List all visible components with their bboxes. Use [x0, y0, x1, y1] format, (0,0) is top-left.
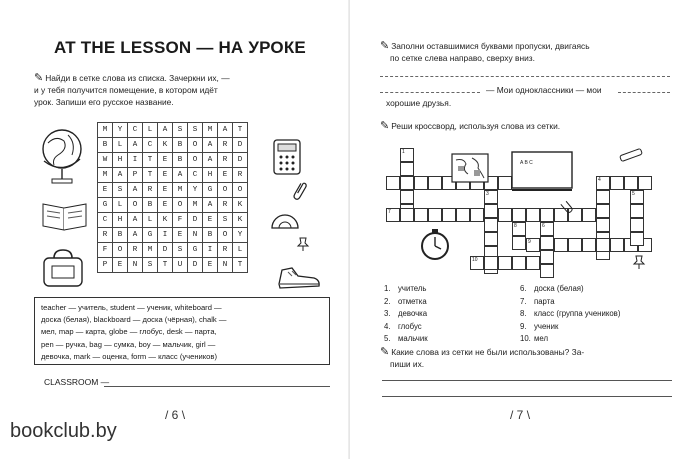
crossword-cell[interactable] [428, 208, 442, 222]
crossword-cell[interactable] [484, 190, 498, 204]
grid-cell[interactable]: E [113, 258, 128, 273]
grid-cell[interactable]: S [143, 258, 158, 273]
grid-cell[interactable]: S [218, 213, 233, 228]
grid-cell[interactable]: F [98, 243, 113, 258]
grid-cell[interactable]: A [128, 183, 143, 198]
clue-item [384, 296, 428, 309]
clues-right [520, 283, 620, 346]
clue-item [520, 283, 620, 296]
grid-cell[interactable]: H [203, 168, 218, 183]
clue-text: мел [534, 334, 548, 344]
grid-cell[interactable]: I [203, 243, 218, 258]
grid-cell[interactable]: L [143, 213, 158, 228]
grid-cell[interactable]: R [218, 153, 233, 168]
pin-icon: ✎ [34, 72, 44, 84]
grid-cell[interactable]: A [173, 168, 188, 183]
grid-cell[interactable]: P [98, 258, 113, 273]
crossword-cell[interactable] [526, 256, 540, 270]
grid-cell[interactable]: U [173, 258, 188, 273]
instruction-fill-gaps: ✎ Заполни оставшимися буквами пропуски, двигаясь по сетке слева направо, сверху вниз. [380, 40, 590, 63]
grid-cell[interactable]: S [173, 243, 188, 258]
protractor-icon [270, 208, 300, 230]
crossword-cell[interactable] [596, 176, 610, 190]
grid-cell[interactable]: H [113, 213, 128, 228]
crossword-number: 6 [542, 223, 545, 229]
grid-cell[interactable]: A [158, 123, 173, 138]
grid-row [98, 228, 248, 243]
grid-cell[interactable]: N [188, 228, 203, 243]
word-list-line: девочка, mark — оценка, form — класс (учеников) [41, 351, 217, 361]
grid-cell[interactable]: E [158, 153, 173, 168]
grid-row [98, 153, 248, 168]
grid-cell[interactable]: D [158, 243, 173, 258]
clue-text: парта [534, 296, 555, 306]
crossword-cell[interactable] [624, 176, 638, 190]
fill-line-3[interactable] [618, 92, 670, 93]
clue-number: 6. [520, 284, 527, 293]
crossword-cell[interactable] [526, 238, 540, 252]
crossword-number: 4 [598, 177, 601, 183]
pin-icon: ✎ [380, 346, 390, 358]
grid-cell[interactable]: R [218, 198, 233, 213]
grid-cell[interactable]: K [233, 213, 248, 228]
crossword-cell[interactable] [512, 236, 526, 250]
crossword-cell[interactable] [484, 256, 498, 270]
clue-text: отметка [398, 296, 427, 306]
book-icon [40, 198, 90, 234]
grid-cell[interactable]: N [218, 258, 233, 273]
answer-line[interactable] [104, 386, 330, 387]
grid-cell[interactable]: C [128, 123, 143, 138]
crossword-cell[interactable] [400, 162, 414, 176]
pin-icon [632, 254, 646, 270]
crossword-cell[interactable] [400, 176, 414, 190]
grid-cell[interactable]: I [158, 228, 173, 243]
grid-cell[interactable]: E [218, 168, 233, 183]
fill-line-2[interactable] [380, 92, 480, 93]
clue-item [384, 333, 428, 346]
sneaker-icon [276, 262, 322, 292]
grid-cell[interactable]: R [98, 228, 113, 243]
word-list-box [34, 297, 330, 365]
calculator-icon [272, 138, 302, 176]
grid-cell[interactable]: O [233, 183, 248, 198]
crossword-cell[interactable] [414, 176, 428, 190]
fill-line-1[interactable] [380, 76, 670, 77]
crossword-cell[interactable] [568, 238, 582, 252]
grid-cell[interactable]: E [158, 183, 173, 198]
clue-item [384, 321, 428, 334]
grid-cell[interactable]: B [98, 138, 113, 153]
map-icon [450, 152, 490, 184]
grid-cell[interactable]: I [128, 153, 143, 168]
page-number-right: / 7 \ [510, 408, 531, 422]
grid-cell[interactable]: S [113, 183, 128, 198]
grid-cell[interactable]: E [98, 183, 113, 198]
grid-cell[interactable]: A [128, 213, 143, 228]
crossword-cell[interactable] [386, 208, 400, 222]
question-unused-words: ✎ Какие слова из сетки не были использованы? За- пиши их. [380, 346, 585, 369]
crossword-cell[interactable] [498, 256, 512, 270]
grid-cell[interactable]: R [233, 168, 248, 183]
page-number-left: / 6 \ [165, 408, 186, 422]
grid-cell[interactable]: A [203, 198, 218, 213]
grid-cell[interactable]: A [128, 228, 143, 243]
clue-number: 5. [384, 334, 391, 344]
grid-cell[interactable]: M [98, 123, 113, 138]
clue-text: учитель [398, 284, 427, 293]
crossword-cell[interactable] [512, 208, 526, 222]
pin-icon: ✎ [380, 120, 390, 132]
grid-cell[interactable]: A [128, 138, 143, 153]
clue-number: 9. [520, 321, 527, 331]
grid-cell[interactable]: E [158, 198, 173, 213]
grid-cell[interactable]: P [128, 168, 143, 183]
grid-cell[interactable]: E [158, 168, 173, 183]
grid-cell[interactable]: R [143, 183, 158, 198]
clue-text: девочка [398, 309, 428, 319]
grid-cell[interactable]: D [233, 153, 248, 168]
grid-cell[interactable]: K [158, 213, 173, 228]
grid-cell[interactable]: N [128, 258, 143, 273]
grid-cell[interactable]: O [188, 153, 203, 168]
clue-item [384, 308, 428, 321]
crossword-cell[interactable] [540, 250, 554, 264]
crossword-cell[interactable] [512, 256, 526, 270]
crossword-cell[interactable] [540, 208, 554, 222]
grid-cell[interactable]: Y [113, 123, 128, 138]
clue-text: мальчик [398, 334, 428, 344]
crossword-number: 8 [514, 223, 517, 229]
grid-cell[interactable]: R [218, 243, 233, 258]
crossword-number: 10 [472, 257, 478, 263]
grid-cell[interactable]: D [188, 213, 203, 228]
crossword-cell[interactable] [512, 222, 526, 236]
word-list-line: доска (белая), blackboard — доска (чёрная), chalk — [41, 315, 227, 325]
instruction-crossword: ✎ Реши кроссворд, используя слова из сетки. [380, 120, 561, 132]
crossword-cell[interactable] [526, 208, 540, 222]
clue-text: доска (белая) [534, 284, 584, 293]
paperclip-icon [560, 198, 574, 214]
grid-cell[interactable]: F [173, 213, 188, 228]
crossword-cell[interactable] [582, 238, 596, 252]
crossword-cell[interactable] [540, 264, 554, 278]
crossword-cell[interactable] [498, 208, 512, 222]
clue-text: класс (группа учеников) [534, 309, 621, 319]
grid-cell[interactable]: L [143, 123, 158, 138]
grid-cell[interactable]: M [173, 183, 188, 198]
blackboard-icon [510, 150, 574, 194]
crossword-cell[interactable] [400, 148, 414, 162]
grid-cell[interactable]: G [203, 183, 218, 198]
right-page [350, 0, 700, 459]
crossword-cell[interactable] [484, 204, 498, 218]
grid-cell[interactable]: S [188, 123, 203, 138]
grid-cell[interactable]: E [203, 258, 218, 273]
grid-cell[interactable]: C [98, 213, 113, 228]
clue-number: 3. [384, 309, 391, 319]
grid-cell[interactable]: G [188, 243, 203, 258]
grid-cell[interactable]: W [98, 153, 113, 168]
crossword-cell[interactable] [414, 208, 428, 222]
crossword-cell[interactable] [386, 176, 400, 190]
sentence-tail-1: — Мои одноклассники — мои [486, 85, 602, 95]
grid-cell[interactable]: T [233, 123, 248, 138]
crossword-cell[interactable] [428, 176, 442, 190]
grid-cell[interactable]: M [143, 243, 158, 258]
crossword-cell[interactable] [596, 190, 610, 204]
grid-cell[interactable]: L [113, 138, 128, 153]
crossword-cell[interactable] [630, 204, 644, 218]
bag-icon [40, 248, 86, 290]
sentence-tail-2: хорошие друзья. [386, 98, 452, 108]
crossword-cell[interactable] [596, 218, 610, 232]
watermark: bookclub.by [10, 420, 117, 442]
clue-item [520, 308, 620, 321]
word-list-line: teacher — учитель, student — ученик, whiteboard — [41, 303, 222, 312]
word-list-line: pen — ручка, bag — сумка, boy — мальчик, girl — [41, 339, 216, 349]
clue-item [384, 283, 428, 296]
crossword-cell[interactable] [484, 218, 498, 232]
grid-cell[interactable]: O [218, 183, 233, 198]
grid-cell[interactable]: M [203, 123, 218, 138]
grid-cell[interactable]: C [188, 168, 203, 183]
grid-row [98, 123, 248, 138]
grid-row [98, 243, 248, 258]
clue-number: 1. [384, 284, 391, 293]
answer-line[interactable] [382, 380, 672, 381]
page-title: AT THE LESSON — НА УРОКЕ [54, 38, 306, 57]
grid-cell[interactable]: H [113, 153, 128, 168]
crossword-cell[interactable] [470, 256, 484, 270]
clock-icon [418, 228, 452, 262]
crossword-cell[interactable] [484, 232, 498, 246]
classroom-label: CLASSROOM — [44, 377, 110, 387]
grid-cell[interactable]: E [173, 228, 188, 243]
grid-cell[interactable]: L [233, 243, 248, 258]
grid-cell[interactable]: G [98, 198, 113, 213]
crossword-number: 7 [388, 209, 391, 215]
clue-item [520, 333, 620, 346]
grid-cell[interactable]: A [218, 123, 233, 138]
clue-text: глобус [398, 321, 422, 331]
grid-cell[interactable]: T [233, 258, 248, 273]
grid-row [98, 258, 248, 273]
grid-cell[interactable]: G [143, 228, 158, 243]
crossword-cell[interactable] [540, 222, 554, 236]
clue-number: 2. [384, 296, 391, 306]
grid-cell[interactable]: T [143, 153, 158, 168]
grid-cell[interactable]: Y [188, 183, 203, 198]
clue-text: ученик [534, 321, 559, 331]
grid-cell[interactable]: L [113, 198, 128, 213]
grid-row [98, 168, 248, 183]
crossword-cell[interactable] [582, 208, 596, 222]
grid-cell[interactable]: D [233, 138, 248, 153]
instruction-find-words: ✎ Найди в сетке слова из списка. Зачеркни их, — и у тебя получится помещение, в котором идёт урок. Запиши его русское название. [34, 72, 230, 107]
crossword-cell[interactable] [638, 176, 652, 190]
crossword-number: 9 [528, 239, 531, 245]
grid-cell[interactable]: O [128, 198, 143, 213]
grid-cell[interactable]: A [113, 168, 128, 183]
clue-number: 7. [520, 296, 527, 306]
crossword-cell[interactable] [400, 208, 414, 222]
grid-cell[interactable]: K [158, 138, 173, 153]
crossword-cell[interactable] [630, 190, 644, 204]
blackboard-text: A B C [520, 160, 533, 166]
grid-cell[interactable]: B [203, 228, 218, 243]
grid-cell[interactable]: O [218, 228, 233, 243]
grid-row [98, 198, 248, 213]
word-list-line: мел, map — карта, globe — глобус, desk — парта, [41, 327, 217, 337]
grid-cell[interactable]: R [218, 138, 233, 153]
grid-cell[interactable]: M [188, 198, 203, 213]
pin-icon: ✎ [380, 40, 390, 52]
grid-cell[interactable]: B [173, 138, 188, 153]
grid-row [98, 213, 248, 228]
pin-icon [296, 236, 310, 252]
crossword-cell[interactable] [442, 208, 456, 222]
chalk-icon [618, 148, 644, 162]
grid-cell[interactable]: O [173, 198, 188, 213]
grid-cell[interactable]: A [203, 153, 218, 168]
grid-cell[interactable]: K [233, 198, 248, 213]
clues-left [384, 283, 428, 346]
grid-cell[interactable]: E [203, 213, 218, 228]
grid-cell[interactable]: M [98, 168, 113, 183]
grid-cell[interactable]: T [143, 168, 158, 183]
clue-number: 10. [520, 334, 531, 344]
grid-cell[interactable]: C [143, 138, 158, 153]
grid-cell[interactable]: O [188, 138, 203, 153]
answer-line[interactable] [382, 396, 672, 397]
globe-icon [38, 125, 88, 187]
crossword-cell[interactable] [400, 190, 414, 204]
crossword-cell[interactable] [630, 232, 644, 246]
crossword-number: 3 [486, 191, 489, 197]
crossword-cell[interactable] [610, 176, 624, 190]
crossword-cell[interactable] [630, 218, 644, 232]
crossword-cell[interactable] [610, 238, 624, 252]
grid-cell[interactable]: S [173, 123, 188, 138]
grid-cell[interactable]: A [203, 138, 218, 153]
word-search-grid [97, 122, 248, 273]
grid-cell[interactable]: B [143, 198, 158, 213]
grid-cell[interactable]: B [173, 153, 188, 168]
grid-row [98, 183, 248, 198]
crossword-cell[interactable] [596, 238, 610, 252]
paperclip-icon [292, 180, 308, 202]
crossword-cell[interactable] [540, 236, 554, 250]
grid-cell[interactable]: R [128, 243, 143, 258]
clue-item [520, 296, 620, 309]
grid-cell[interactable]: O [113, 243, 128, 258]
grid-cell[interactable]: Y [233, 228, 248, 243]
grid-row [98, 138, 248, 153]
crossword-cell[interactable] [470, 208, 484, 222]
clue-number: 8. [520, 309, 527, 319]
grid-cell[interactable]: B [113, 228, 128, 243]
crossword-cell[interactable] [554, 238, 568, 252]
crossword-cell[interactable] [596, 204, 610, 218]
crossword-cell[interactable] [456, 208, 470, 222]
crossword-number: 5 [632, 191, 635, 197]
clue-item [520, 321, 620, 334]
grid-cell[interactable]: T [158, 258, 173, 273]
grid-cell[interactable]: D [188, 258, 203, 273]
clue-number: 4. [384, 321, 391, 331]
crossword-number: 1 [402, 149, 405, 155]
